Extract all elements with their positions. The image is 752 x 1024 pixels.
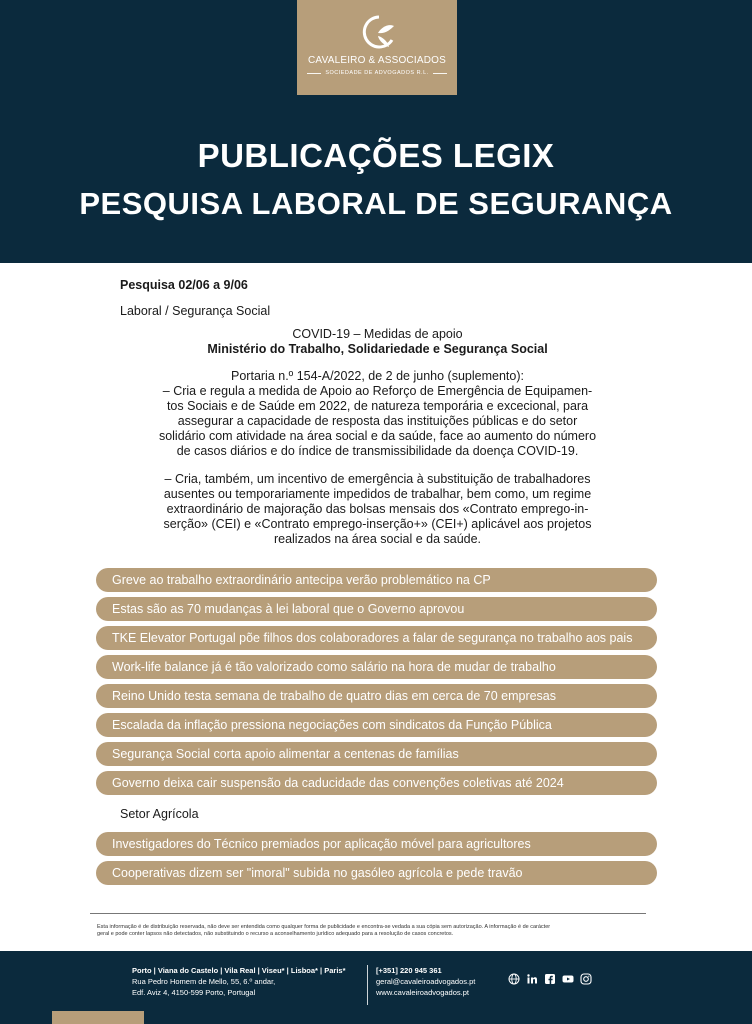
logo-subtitle: SOCIEDADE DE ADVOGADOS R.L. [307, 70, 446, 76]
disclaimer [97, 924, 657, 938]
footer-accent-bar [52, 1011, 144, 1024]
divider [90, 913, 646, 914]
globe-icon[interactable] [508, 973, 520, 985]
email-link[interactable]: geral@cavaleiroadvogados.pt [376, 977, 476, 986]
facebook-icon[interactable] [544, 973, 556, 985]
footer-address [132, 965, 346, 998]
news-link[interactable]: Governo deixa cair suspensão da caducidade das convenções coletivas até 2024 [96, 771, 657, 795]
footer-cities: Porto | Viana do Castelo | Vila Real | Viseu* | Lisboa* | Paris* [132, 966, 346, 975]
paragraph-line: assegurar a capacidade de resposta das instituições públicas e do setor [177, 414, 578, 428]
agri-news-link[interactable]: Cooperativas dizem ser "imoral" subida no gasóleo agrícola e pede travão [96, 861, 657, 885]
logo[interactable] [297, 0, 457, 95]
paragraph-line: realizados na área social e da saúde. [273, 532, 482, 546]
phone-link[interactable]: [+351] 220 945 361 [376, 966, 442, 975]
page-subtitle: PESQUISA LABORAL DE SEGURANÇA [79, 186, 673, 221]
news-link[interactable]: Work-life balance já é tão valorizado como salário na hora de mudar de trabalho [96, 655, 657, 679]
featured-ministry: Ministério do Trabalho, Solidariedade e Segurança Social [207, 342, 548, 356]
logo-mark-icon [357, 13, 397, 51]
featured-paragraph-2 [110, 472, 645, 547]
address-line: Edf. Aviz 4, 4150-599 Porto, Portugal [132, 988, 256, 997]
footer-contacts [376, 965, 475, 998]
featured-title: COVID-19 – Medidas de apoio [292, 327, 463, 341]
address-line: Rua Pedro Homem de Mello, 55, 6.º andar, [132, 977, 276, 986]
category-label: Laboral / Segurança Social [120, 304, 271, 318]
news-link[interactable]: TKE Elevator Portugal põe filhos dos colaboradores a falar de segurança no trabalho aos pais [96, 626, 657, 650]
logo-name: CAVALEIRO & ASSOCIADOS [308, 55, 446, 66]
footer [0, 951, 752, 1024]
paragraph-line: de casos diários e do índice de transmissibilidade da doença COVID-19. [176, 444, 579, 458]
header-banner [0, 0, 752, 263]
disclaimer-line: Esta informação é de distribuição reservada, não deve ser entendida como qualquer forma de publicidade e encontra-se vedada a sua cópia sem autorização. A informação é de carácter [97, 924, 551, 930]
social-icons [508, 973, 592, 985]
linkedin-icon[interactable] [526, 973, 538, 985]
featured-heading [110, 327, 645, 357]
disclaimer-line: geral e pode conter lapsos não detectados, não substituindo o recurso a aconselhamento jurídico adequado para a resolução de casos concretos. [97, 931, 454, 937]
search-period: Pesquisa 02/06 a 9/06 [120, 278, 248, 292]
paragraph-line: solidário com atividade na área social e da saúde, face ao aumento do número [158, 429, 597, 443]
paragraph-line: serção» (CEI) e «Contrato emprego-inserção+» (CEI+) aplicável aos projetos [163, 517, 592, 531]
news-link[interactable]: Greve ao trabalho extraordinário antecipa verão problemático na CP [96, 568, 657, 592]
section-label-agri: Setor Agrícola [120, 807, 199, 821]
paragraph-line: extraordinário de majoração das bolsas mensais dos «Contrato emprego-in- [166, 502, 589, 516]
instagram-icon[interactable] [580, 973, 592, 985]
news-link[interactable]: Escalada da inflação pressiona negociações com sindicatos da Função Pública [96, 713, 657, 737]
footer-divider [367, 965, 368, 1005]
paragraph-line: tos Sociais e de Saúde em 2022, de natureza temporária e excecional, para [166, 399, 589, 413]
news-link[interactable]: Reino Unido testa semana de trabalho de quatro dias em cerca de 70 empresas [96, 684, 657, 708]
news-link[interactable]: Segurança Social corta apoio alimentar a centenas de famílias [96, 742, 657, 766]
featured-paragraph-1 [110, 369, 645, 459]
news-link[interactable]: Estas são as 70 mudanças à lei laboral que o Governo aprovou [96, 597, 657, 621]
paragraph-line: ausentes ou temporariamente impedidos de trabalhar, bem como, um regime [163, 487, 592, 501]
paragraph-line: Portaria n.º 154-A/2022, de 2 de junho (suplemento): [231, 369, 524, 383]
agri-news-link[interactable]: Investigadores do Técnico premiados por aplicação móvel para agricultores [96, 832, 657, 856]
paragraph-line: – Cria, também, um incentivo de emergência à substituição de trabalhadores [164, 472, 591, 486]
website-link[interactable]: www.cavaleiroadvogados.pt [376, 988, 469, 997]
page-title: PUBLICAÇÕES LEGIX [197, 137, 555, 174]
youtube-icon[interactable] [562, 973, 574, 985]
paragraph-line: – Cria e regula a medida de Apoio ao Reforço de Emergência de Equipamen- [162, 384, 593, 398]
